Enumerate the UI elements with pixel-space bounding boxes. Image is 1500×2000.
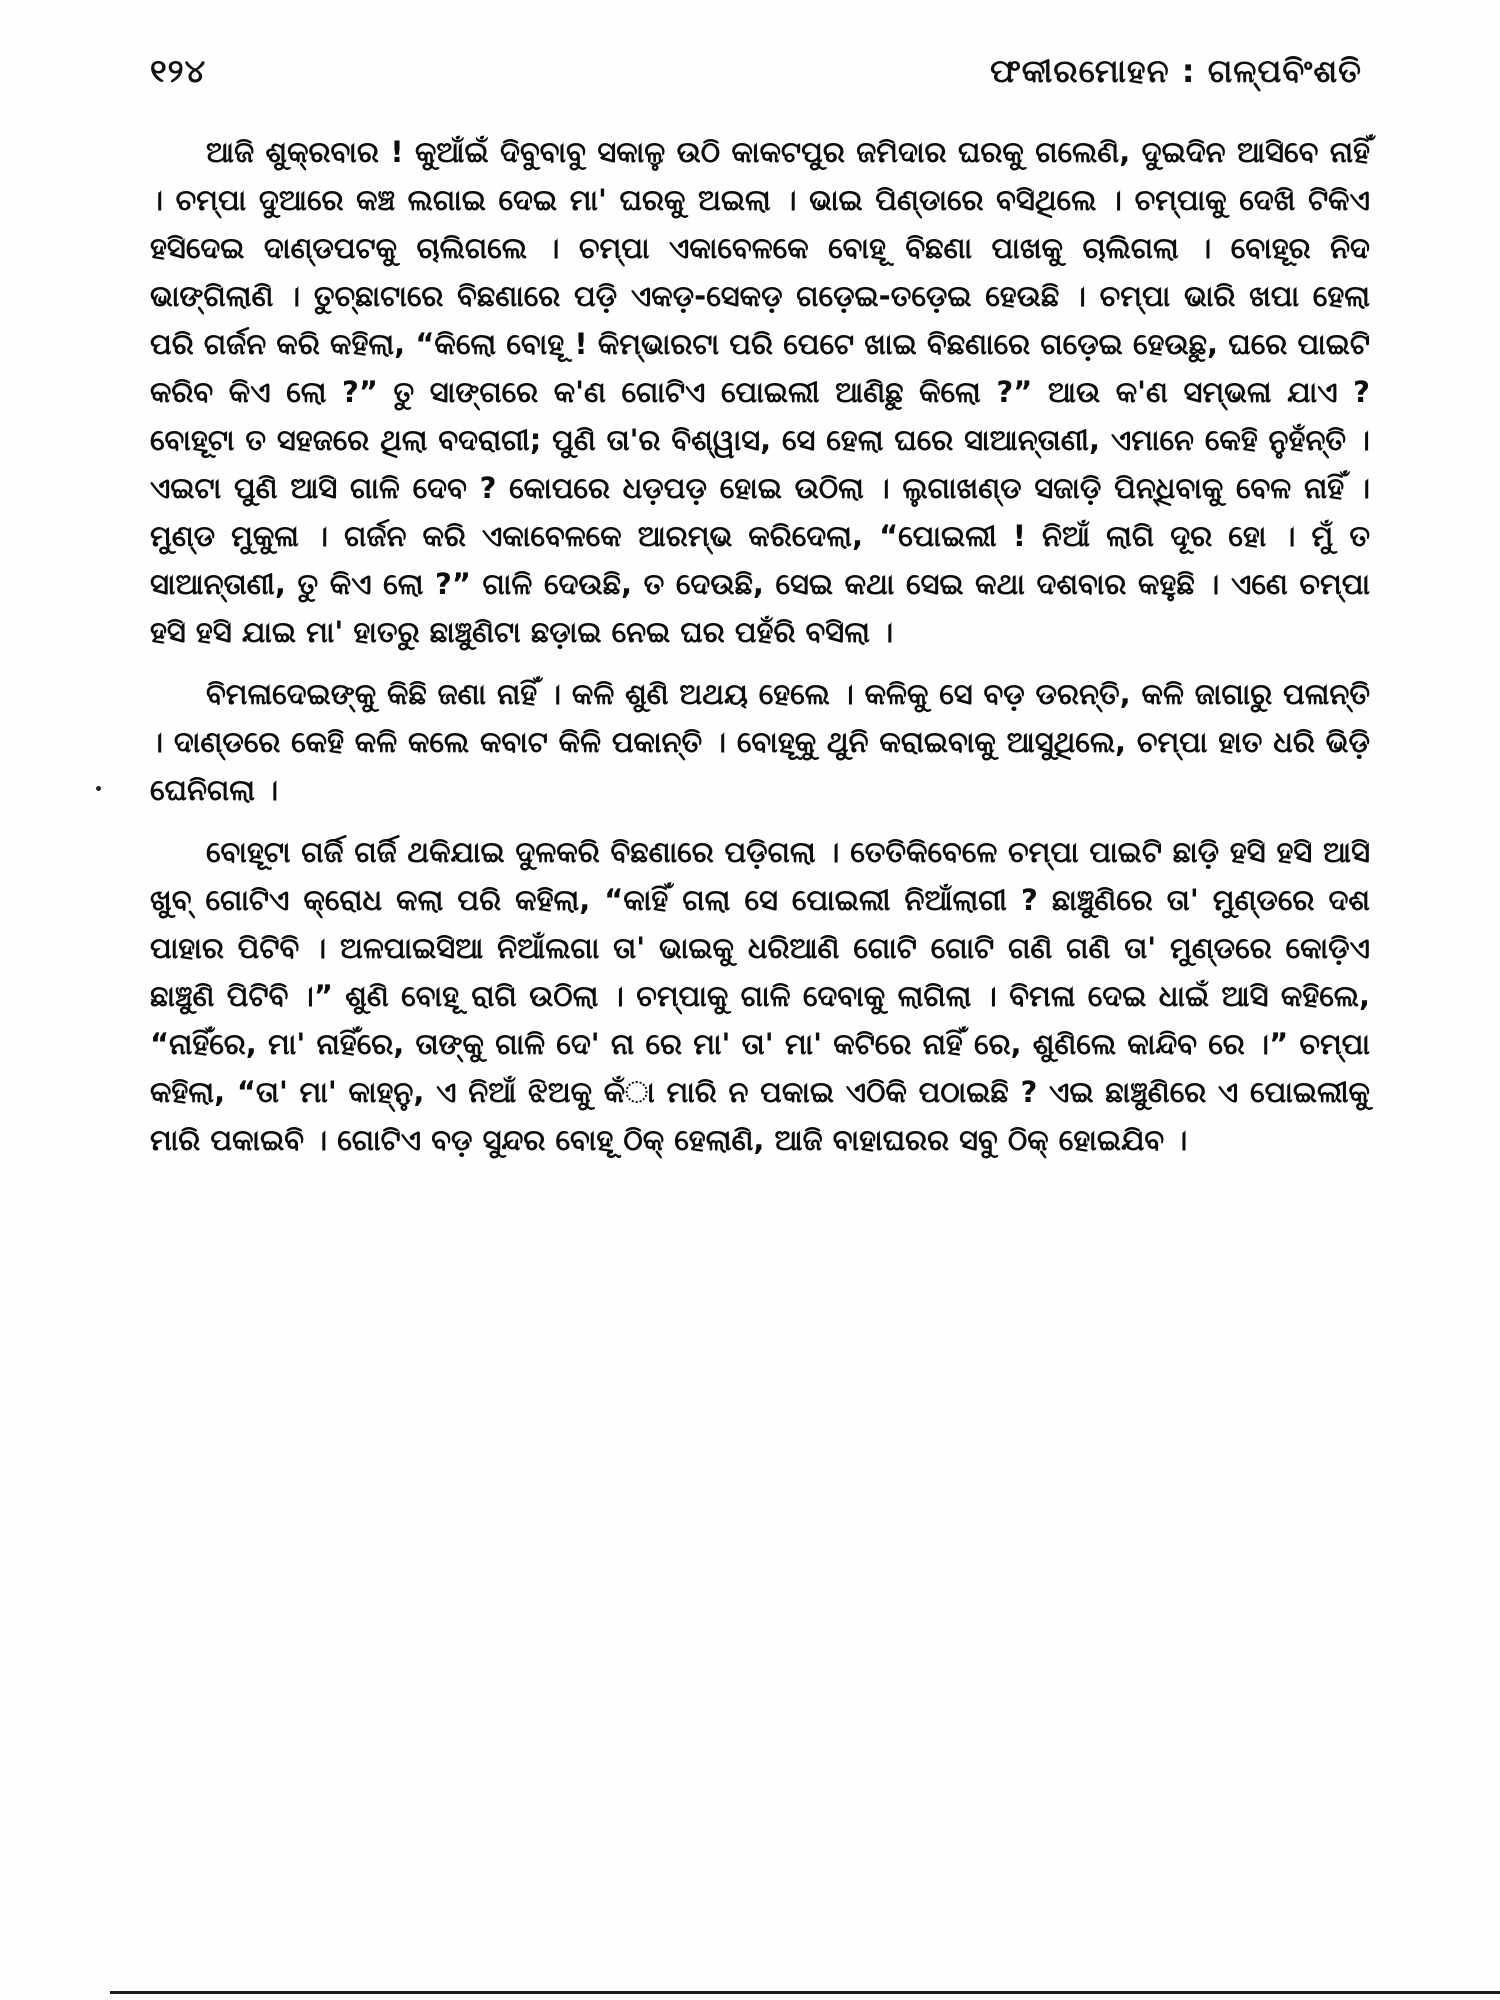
running-head [150,52,1362,91]
paragraph-3: ବୋହୂଟା ଗର୍ଜି ଗର୍ଜି ଥକିଯାଇ ଦୁଳକରି ବିଛଣାରେ ପଡ଼ିଗଲା । ତେତିକିବେଳେ ଚମ୍ପା ପାଇଟି ଛାଡ଼ି ହସି ହସି ଆସି ଖୁବ୍ ଗୋଟିଏ କ୍ରୋଧ କଲା ପରି କହିଲା, “କାହିଁ ଗଲା ସେ ପୋଇଲୀ ନିଆଁଲାଗୀ ? ଛାଞ୍ଚୁଣିରେ ତା' ମୁଣ୍ଡରେ ଦଶ ପାହାର ପିଟିବି । ଅଳପାଇସିଆ ନିଆଁଲଗା ତା' ଭାଇକୁ ଧରିଆଣି ଗୋଟି ଗୋଟି ଗଣି ଗଣି ତା' ମୁଣ୍ଡରେ କୋଡ଼ିଏ ଛାଞ୍ଚୁଣି ପିଟିବି ।” ଶୁଣି ବୋହୂ ରାଗି ଉଠିଲା । ଚମ୍ପାକୁ ଗାଳି ଦେବାକୁ ଲାଗିଲା । ବିମଳା ଦେଇ ଧାଇଁ ଆସି କହିଲେ, “ନାହିଁରେ, ମା' ନାହିଁରେ, ତାଙ୍କୁ ଗାଳି ଦେ' ନା ରେ ମା' ତା' ମା' କଟିରେ ନାହିଁ ରେ, ଶୁଣିଲେ କାନ୍ଦିବ ରେ ।” ଚମ୍ପା କହିଲା, “ତା' ମା' କାହ୍ନୁ, ଏ ନିଆଁ ଝିଅକୁ କଁା ମାରି ନ ପକାଇ ଏଠିକି ପଠାଇଛି ? ଏଇ ଛାଞ୍ଚୁଣିରେ ଏ ପୋଇଲୀକୁ ମାରି ପକାଇବି । ଗୋଟିଏ ବଡ଼ ସୁନ୍ଦର ବୋହୂ ଠିକ୍ ହେଲାଣି, ଆଜି ବାହାଘରର ସବୁ ଠିକ୍ ହୋଇଯିବ । [150,835,1370,1157]
page-number: ୧୨୪ [150,52,207,90]
page-body [150,128,1370,1178]
paragraph-1: ଆଜି ଶୁକ୍ରବାର ! କୁଆଁଇଁ ଦିବୁବାବୁ ସକାଳୁ ଉଠି କାକଟପୁର ଜମିଦାର ଘରକୁ ଗଲେଣି, ଦୁଇଦିନ ଆସିବେ ନାହିଁ । ଚମ୍ପା ଦୁଆରେ କଞ୍ଚ ଲଗାଇ ଦେଇ ମା' ଘରକୁ ଅଇଲା । ଭାଇ ପିଣ୍ଡାରେ ବସିଥିଲେ । ଚମ୍ପାକୁ ଦେଖି ଟିକିଏ ହସିଦେଇ ଦାଣ୍ଡପଟକୁ ଚାଲିଗଲେ । ଚମ୍ପା ଏକାବେଳକେ ବୋହୂ ବିଛଣା ପାଖକୁ ଚାଲିଗଲା । ବୋହୂର ନିଦ ଭାଙ୍ଗିଲାଣି । ତୁଚ୍ଛାଟାରେ ବିଛଣାରେ ପଡ଼ି ଏକଡ଼-ସେକଡ଼ ଗଡ଼େଇ-ତଡ଼େଇ ହେଉଛି । ଚମ୍ପା ଭାରି ଖପା ହେଲା ପରି ଗର୍ଜନ କରି କହିଲା, “କିଲୋ ବୋହୂ ! କିମ୍ଭାରଟା ପରି ପେଟେ ଖାଇ ବିଛଣାରେ ଗଡ଼େଇ ହେଉଛୁ, ଘରେ ପାଇଟି କରିବ କିଏ ଲୋ ?” ତୁ ସାଙ୍ଗରେ କ'ଣ ଗୋଟିଏ ପୋଇଲୀ ଆଣିଛୁ କିଲୋ ?” ଆଉ କ'ଣ ସମ୍ଭଳା ଯାଏ ? ବୋହୂଟା ତ ସହଜରେ ଥିଲା ବଦରାଗୀ; ପୁଣି ତା'ର ବିଶ୍ୱାସ, ସେ ହେଲା ଘରେ ସାଆନ୍ତାଣୀ, ଏମାନେ କେହି ନୁହଁନ୍ତି । ଏଇଟା ପୁଣି ଆସି ଗାଳି ଦେବ ? କୋପରେ ଧଡ଼ପଡ଼ ହୋଇ ଉଠିଲା । ଲୁଗାଖଣ୍ଡ ସଜାଡ଼ି ପିନ୍ଧିବାକୁ ବେଳ ନାହିଁ । ମୁଣ୍ଡ ମୁକୁଳା । ଗର୍ଜନ କରି ଏକାବେଳକେ ଆରମ୍ଭ କରିଦେଲା, “ପୋଇଲୀ ! ନିଆଁ ଲାଗି ଦୂର ହୋ । ମୁଁ ତ ସାଆନ୍ତାଣୀ, ତୁ କିଏ ଲୋ ?” ଗାଳି ଦେଉଛି, ତ ଦେଉଛି, ସେଇ କଥା ସେଇ କଥା ଦଶବାର କହୁଛି । ଏଣେ ଚମ୍ପା ହସି ହସି ଯାଇ ମା' ହାତରୁ ଛାଞ୍ଚୁଣିଟା ଛଡ଼ାଇ ନେଇ ଘର ପହଁରି ବସିଲା । [150,135,1370,649]
book-title: ଫକୀରମୋହନ : ଗଳ୍ପବିଂଶତି [990,52,1362,90]
margin-ink-dot [96,786,101,791]
paragraph-2: ବିମଳାଦେଇଙ୍କୁ କିଛି ଜଣା ନାହିଁ । କଳି ଶୁଣି ଅଥୟ ହେଲେ । କଳିକୁ ସେ ବଡ଼ ଡରନ୍ତି, କଳି ଜାଗାରୁ ପଳାନ୍ତି । ଦାଣ୍ଡରେ କେହି କଳି କଲେ କବାଟ କିଳି ପକାନ୍ତି । ବୋହୂକୁ ଥୁନି କରାଇବାକୁ ଆସୁଥିଲେ, ଚମ୍ପା ହାତ ଧରି ଭିଡ଼ି ଘେନିଗଲା । [150,677,1370,807]
page-edge-line [110,1991,1500,1994]
